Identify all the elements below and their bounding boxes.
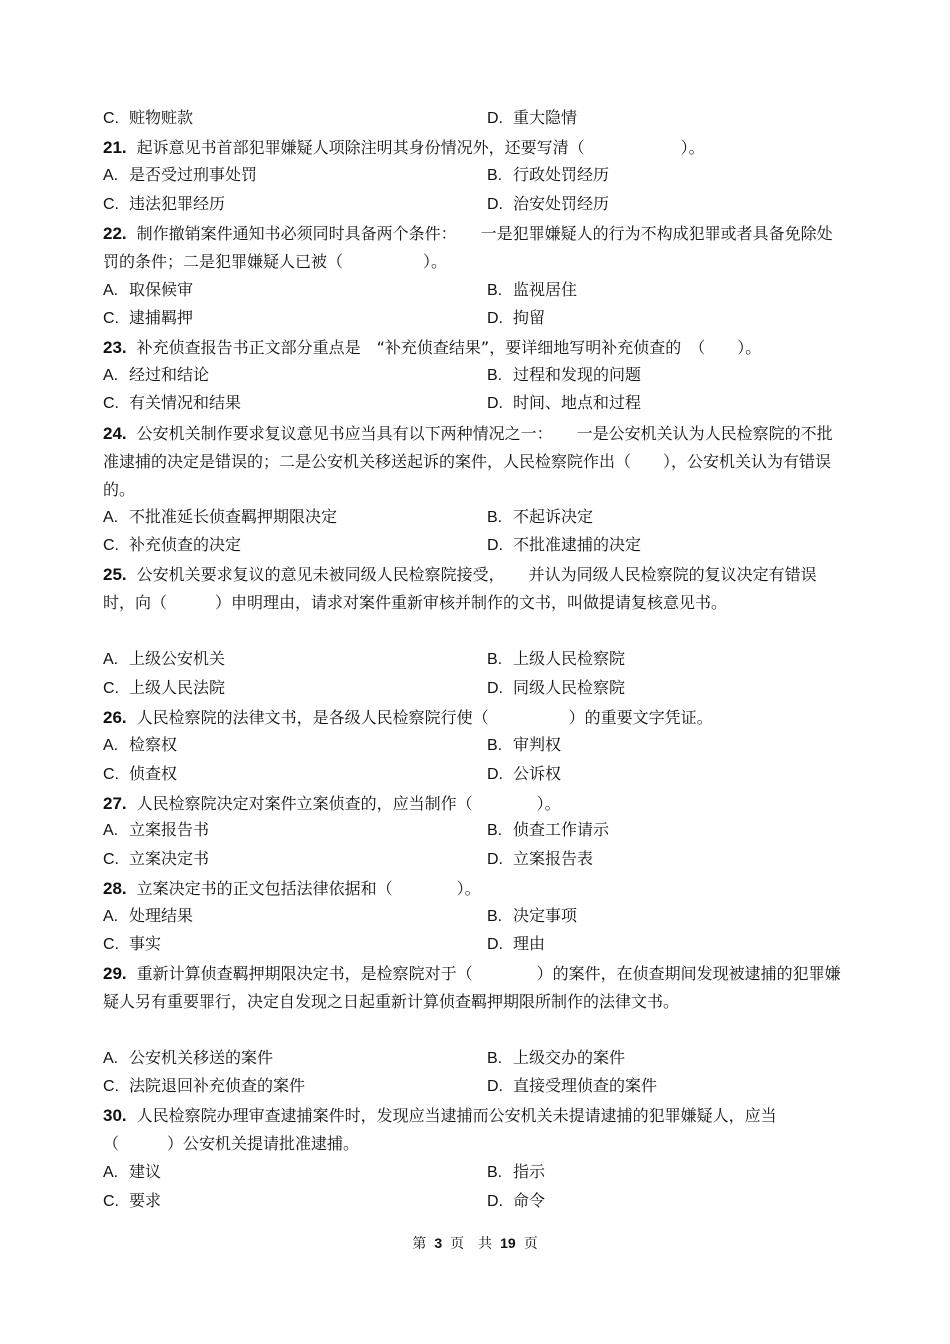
q30-options-ab: [103, 1160, 863, 1184]
q28-option-a: A. 处理结果: [103, 906, 194, 925]
q20-option-d: D. 重大隐情: [487, 108, 578, 127]
q23-option-d: D. 时间、地点和过程: [487, 393, 642, 412]
q25-option-a: A. 上级公安机关: [103, 649, 226, 668]
q28-option-c: C. 事实: [103, 934, 162, 953]
q23-options-ab: [103, 363, 863, 387]
q27-options-ab: [103, 818, 863, 842]
q22-options-cd: [103, 306, 863, 330]
q26-options-ab: [103, 733, 863, 757]
q26-stem: 26. 人民检察院的法律文书，是各级人民检察院行使（ ）的重要文字凭证。: [103, 708, 713, 727]
page-footer: 第 3 页 共 19 页: [412, 1235, 538, 1252]
q30-stem: 30. 人民检察院办理审查逮捕案件时，发现应当逮捕而公安机关未提请逮捕的犯罪嫌疑人，应当（ ）公安机关提请批准逮捕。: [103, 1106, 777, 1153]
q20-options-cd: [103, 106, 863, 130]
q30-option-d: D. 命令: [487, 1191, 546, 1210]
q26-option-a: A. 检察权: [103, 735, 178, 754]
q27-stem: 27. 人民检察院决定对案件立案侦查的，应当制作（ ）。: [103, 794, 561, 813]
q30-options-cd: [103, 1189, 863, 1213]
q29-option-d: D. 直接受理侦查的案件: [487, 1076, 658, 1095]
q26-options-cd: [103, 762, 863, 786]
q29-options-cd: [103, 1074, 863, 1098]
q24-options-cd: [103, 533, 863, 557]
q23-option-b: B. 过程和发现的问题: [487, 365, 642, 384]
q29-option-a: A. 公安机关移送的案件: [103, 1048, 274, 1067]
q22-option-b: B. 监视居住: [487, 280, 578, 299]
q28-stem: 28. 立案决定书的正文包括法律依据和（ ）。: [103, 879, 481, 898]
q25-stem: 25. 公安机关要求复议的意见未被同级人民检察院接受， 并认为同级人民检察院的复议决定有错误时，向（ ）申明理由，请求对案件重新审核并制作的文书，叫做提请复核意见书。: [103, 565, 817, 612]
q27-option-a: A. 立案报告书: [103, 820, 210, 839]
q21-option-d: D. 治安处罚经历: [487, 194, 610, 213]
q30-option-c: C. 要求: [103, 1191, 162, 1210]
q21-option-a: A. 是否受过刑事处罚: [103, 165, 258, 184]
q24-stem: 24. 公安机关制作要求复议意见书应当具有以下两种情况之一： 一是公安机关认为人民检察院的不批准逮捕的决定是错误的；二是公安机关移送起诉的案件，人民检察院作出（ ），公安机关认为有错误的。: [103, 424, 833, 499]
q24-option-d: D. 不批准逮捕的决定: [487, 535, 642, 554]
q26-option-b: B. 审判权: [487, 735, 562, 754]
q29-option-b: B. 上级交办的案件: [487, 1048, 626, 1067]
q25-option-b: B. 上级人民检察院: [487, 649, 626, 668]
q24-options-ab: [103, 505, 863, 529]
q29-stem: 29. 重新计算侦查羁押期限决定书，是检察院对于（ ）的案件，在侦查期间发现被逮捕的犯罪嫌疑人另有重要罪行，决定自发现之日起重新计算侦查羁押期限所制作的法律文书。: [103, 964, 841, 1011]
q22-options-ab: [103, 278, 863, 302]
q24-option-a: A. 不批准延长侦查羁押期限决定: [103, 507, 338, 526]
q25-options-ab: [103, 647, 863, 671]
q28-option-b: B. 决定事项: [487, 906, 578, 925]
q27-option-b: B. 侦查工作请示: [487, 820, 610, 839]
q24-option-c: C. 补充侦查的决定: [103, 535, 242, 554]
q22-option-a: A. 取保候审: [103, 280, 194, 299]
q25-option-c: C. 上级人民法院: [103, 678, 226, 697]
q21-options-cd: [103, 192, 863, 216]
total-pages: 19: [500, 1235, 516, 1251]
q29-option-c: C. 法院退回补充侦查的案件: [103, 1076, 306, 1095]
q28-options-ab: [103, 904, 863, 928]
q26-option-c: C. 侦查权: [103, 764, 178, 783]
q30-option-a: A. 建议: [103, 1162, 162, 1181]
q24-option-b: B. 不起诉决定: [487, 507, 594, 526]
q23-options-cd: [103, 391, 863, 415]
page-number: 3: [434, 1235, 443, 1251]
q25-options-cd: [103, 676, 863, 700]
q23-stem: 23. 补充侦查报告书正文部分重点是 “补充侦查结果”，要详细地写明补充侦查的 （ ）。: [103, 338, 762, 357]
q22-option-c: C. 逮捕羁押: [103, 308, 194, 327]
q27-option-c: C. 立案决定书: [103, 849, 210, 868]
q25-option-d: D. 同级人民检察院: [487, 678, 626, 697]
q27-option-d: D. 立案报告表: [487, 849, 594, 868]
q23-option-a: A. 经过和结论: [103, 365, 210, 384]
q26-option-d: D. 公诉权: [487, 764, 562, 783]
q23-option-c: C. 有关情况和结果: [103, 393, 242, 412]
q22-option-d: D. 拘留: [487, 308, 546, 327]
q22-stem: 22. 制作撤销案件通知书必须同时具备两个条件： 一是犯罪嫌疑人的行为不构成犯罪或者具备免除处罚的条件；二是犯罪嫌疑人已被（ ）。: [103, 224, 833, 271]
q21-option-c: C. 违法犯罪经历: [103, 194, 226, 213]
q29-options-ab: [103, 1046, 863, 1070]
q28-option-d: D. 理由: [487, 934, 546, 953]
q27-options-cd: [103, 847, 863, 871]
q21-option-b: B. 行政处罚经历: [487, 165, 610, 184]
q30-option-b: B. 指示: [487, 1162, 546, 1181]
q28-options-cd: [103, 932, 863, 956]
q21-stem: 21. 起诉意见书首部犯罪嫌疑人项除注明其身份情况外，还要写清（ ）。: [103, 138, 705, 157]
q20-option-c: C. 赃物赃款: [103, 108, 194, 127]
q21-options-ab: [103, 163, 863, 187]
